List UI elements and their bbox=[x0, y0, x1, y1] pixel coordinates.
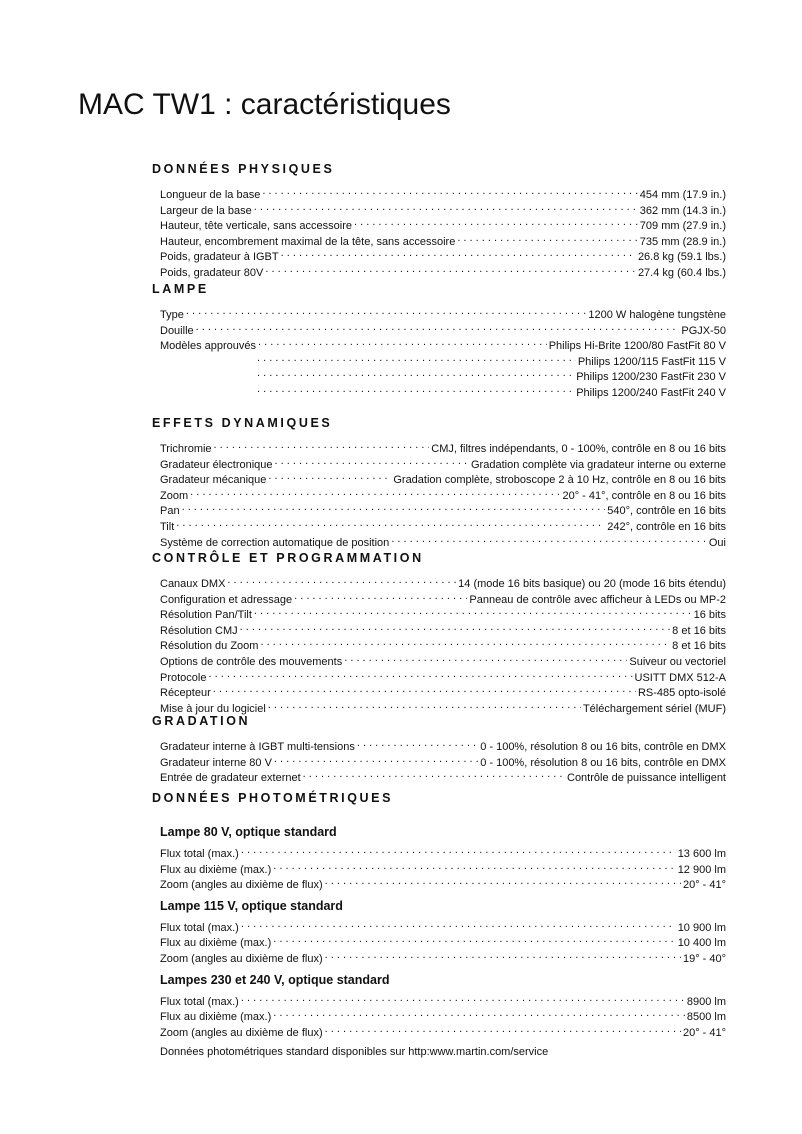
spec-value: Gradation complète, stroboscope 2 à 10 Hz, contrôle en 8 ou 16 bits bbox=[393, 474, 726, 487]
spec-row bbox=[160, 590, 726, 606]
spec-value: 27.4 kg (60.4 lbs.) bbox=[637, 266, 726, 279]
section-heading: EFFETS DYNAMIQUES bbox=[152, 416, 333, 430]
spec-value: 12 900 lm bbox=[677, 863, 726, 876]
spec-row bbox=[160, 768, 726, 784]
dot-leader bbox=[241, 844, 676, 857]
spec-label: Zoom (angles au dixième de flux) bbox=[160, 952, 323, 965]
spec-row bbox=[160, 352, 726, 368]
spec-row bbox=[160, 216, 726, 232]
spec-value: CMJ, filtres indépendants, 0 - 100%, contrôle en 8 ou 16 bits bbox=[431, 443, 726, 455]
spec-value: PGJX-50 bbox=[681, 324, 726, 337]
spec-row bbox=[160, 844, 726, 860]
spec-label: Flux au dixième (max.) bbox=[160, 1011, 272, 1024]
spec-row bbox=[160, 185, 726, 201]
spec-label: Flux total (max.) bbox=[160, 921, 239, 934]
spec-value: 16 bits bbox=[693, 609, 726, 622]
spec-label: Pan bbox=[160, 505, 180, 518]
photometric-subheading: Lampe 115 V, optique standard bbox=[160, 898, 343, 913]
spec-row bbox=[160, 683, 726, 699]
spec-label: Gradateur interne 80 V bbox=[160, 756, 272, 769]
spec-value: 8 et 16 bits bbox=[672, 624, 726, 637]
dot-leader bbox=[354, 216, 638, 229]
spec-label: Options de contrôle des mouvements bbox=[160, 655, 343, 668]
spec-row bbox=[160, 455, 726, 471]
spec-label: Poids, gradateur 80V bbox=[160, 266, 264, 279]
spec-row bbox=[160, 652, 726, 668]
spec-row bbox=[160, 1007, 726, 1023]
spec-row bbox=[160, 737, 726, 753]
spec-label: Largeur de la base bbox=[160, 204, 252, 217]
spec-value: USITT DMX 512-A bbox=[634, 671, 726, 684]
spec-value: 1200 W halogène tungstène bbox=[588, 309, 726, 321]
spec-label: Système de correction automatique de position bbox=[160, 536, 390, 549]
spec-label: Hauteur, encombrement maximal de la tête, sans accessoire bbox=[160, 235, 456, 248]
photometric-subheading: Lampe 80 V, optique standard bbox=[160, 825, 337, 839]
spec-row bbox=[160, 1023, 726, 1039]
spec-row bbox=[160, 470, 726, 486]
spec-row bbox=[160, 305, 726, 321]
dot-leader bbox=[260, 636, 670, 649]
spec-value: 8900 lm bbox=[686, 995, 726, 1008]
spec-row bbox=[160, 336, 726, 352]
spec-label: Hauteur, tête verticale, sans accessoire bbox=[160, 220, 352, 233]
spec-value: 26.8 kg (59.1 lbs.) bbox=[637, 251, 726, 264]
spec-value: Téléchargement sériel (MUF) bbox=[582, 702, 726, 715]
spec-row bbox=[160, 533, 726, 549]
spec-value: Philips Hi-Brite 1200/80 FastFit 80 V bbox=[548, 340, 726, 353]
spec-label: Flux au dixième (max.) bbox=[160, 863, 272, 876]
spec-label: Résolution Pan/Tilt bbox=[160, 609, 252, 622]
spec-value: 0 - 100%, résolution 8 ou 16 bits, contrôle en DMX bbox=[480, 756, 726, 769]
spec-row bbox=[160, 875, 726, 891]
section-heading: DONNÉES PHYSIQUES bbox=[152, 162, 335, 176]
dot-leader bbox=[325, 1023, 681, 1036]
spec-row bbox=[160, 668, 726, 684]
dot-leader bbox=[268, 470, 391, 483]
spec-value: Philips 1200/230 FastFit 230 V bbox=[576, 371, 726, 384]
spec-row bbox=[160, 605, 726, 621]
spec-row bbox=[160, 753, 726, 769]
spec-label: Flux au dixième (max.) bbox=[160, 937, 272, 950]
spec-row bbox=[160, 574, 726, 590]
spec-label: Canaux DMX bbox=[160, 578, 226, 590]
spec-label: Poids, gradateur à IGBT bbox=[160, 251, 279, 264]
spec-label: Zoom bbox=[160, 489, 189, 502]
dot-leader bbox=[273, 1007, 685, 1020]
spec-row bbox=[160, 636, 726, 652]
spec-row bbox=[160, 501, 726, 517]
spec-value: 709 mm (27.9 in.) bbox=[639, 220, 726, 233]
spec-row bbox=[160, 860, 726, 876]
dot-leader bbox=[241, 918, 676, 931]
dot-leader bbox=[214, 439, 430, 452]
spec-value: RS-485 opto-isolé bbox=[637, 687, 726, 700]
dot-leader bbox=[268, 699, 581, 712]
spec-row bbox=[160, 321, 726, 337]
spec-row bbox=[160, 992, 726, 1008]
spec-value: 10 900 lm bbox=[677, 921, 726, 934]
spec-row bbox=[160, 517, 726, 533]
spec-label: Type bbox=[160, 309, 184, 321]
spec-row bbox=[160, 383, 726, 399]
spec-value: 13 600 lm bbox=[677, 848, 726, 860]
photometric-subheading: Lampes 230 et 240 V, optique standard bbox=[160, 972, 390, 987]
spec-value: Philips 1200/240 FastFit 240 V bbox=[576, 386, 726, 399]
spec-value: Oui bbox=[708, 536, 726, 549]
spec-value: Gradation complète via gradateur interne ou externe bbox=[471, 458, 726, 471]
spec-label: Gradateur interne à IGBT multi-tensions bbox=[160, 741, 355, 753]
spec-value: 20° - 41°, contrôle en 8 ou 16 bits bbox=[562, 489, 726, 502]
dot-leader bbox=[325, 875, 681, 888]
spec-row bbox=[160, 201, 726, 217]
spec-label: Entrée de gradateur externet bbox=[160, 772, 301, 785]
section-controle bbox=[152, 551, 726, 714]
spec-label: Mise à jour du logiciel bbox=[160, 702, 266, 715]
spec-label: Résolution du Zoom bbox=[160, 640, 259, 653]
spec-value: 540°, contrôle en 16 bits bbox=[607, 505, 726, 518]
spec-label: Protocole bbox=[160, 671, 207, 684]
spec-label: Tilt bbox=[160, 520, 175, 533]
dot-leader bbox=[254, 201, 638, 214]
spec-value: Suiveur ou vectoriel bbox=[629, 655, 726, 668]
dot-leader bbox=[196, 321, 680, 334]
spec-row bbox=[160, 699, 726, 715]
dot-leader bbox=[186, 305, 587, 318]
spec-label: Trichromie bbox=[160, 443, 212, 455]
spec-value: Philips 1200/115 FastFit 115 V bbox=[577, 355, 726, 368]
spec-label: Longueur de la base bbox=[160, 189, 261, 201]
dot-leader bbox=[257, 383, 574, 396]
spec-value: 242°, contrôle en 16 bits bbox=[607, 520, 726, 533]
section-heading: GRADATION bbox=[152, 714, 251, 728]
spec-value: 8 et 16 bits bbox=[672, 640, 726, 653]
dot-leader bbox=[281, 247, 636, 260]
dot-leader bbox=[325, 949, 681, 962]
section-effets bbox=[152, 416, 726, 548]
spec-value: Panneau de contrôle avec afficheur à LEDs ou MP-2 bbox=[469, 593, 726, 606]
dot-leader bbox=[273, 933, 675, 946]
dot-leader bbox=[257, 352, 576, 365]
spec-label: Douille bbox=[160, 324, 194, 337]
dot-leader bbox=[391, 533, 707, 546]
dot-leader bbox=[254, 605, 692, 618]
dot-leader bbox=[344, 652, 627, 665]
dot-leader bbox=[294, 590, 467, 603]
spec-label: Modèles approuvés bbox=[160, 340, 257, 353]
dot-leader bbox=[303, 768, 565, 781]
dot-leader bbox=[262, 185, 637, 198]
spec-label: Gradateur mécanique bbox=[160, 474, 267, 487]
spec-value: 20° - 41° bbox=[682, 879, 726, 892]
dot-leader bbox=[176, 517, 605, 530]
spec-row bbox=[160, 621, 726, 637]
dot-leader bbox=[182, 501, 606, 514]
section-heading: DONNÉES PHOTOMÉTRIQUES bbox=[152, 791, 394, 805]
spec-label: Flux total (max.) bbox=[160, 848, 239, 860]
spec-label: Zoom (angles au dixième de flux) bbox=[160, 1026, 323, 1039]
spec-row bbox=[160, 439, 726, 455]
spec-value: 735 mm (28.9 in.) bbox=[639, 235, 726, 248]
spec-value: 362 mm (14.3 in.) bbox=[639, 204, 726, 217]
dot-leader bbox=[457, 232, 637, 245]
dot-leader bbox=[258, 336, 547, 349]
spec-label: Gradateur électronique bbox=[160, 458, 273, 471]
spec-value: 20° - 41° bbox=[682, 1026, 726, 1039]
spec-row bbox=[160, 263, 726, 279]
section-gradation bbox=[152, 714, 726, 784]
spec-value: 10 400 lm bbox=[677, 937, 726, 950]
dot-leader bbox=[190, 486, 560, 499]
dot-leader bbox=[357, 737, 478, 750]
spec-row bbox=[160, 367, 726, 383]
spec-value: 8500 lm bbox=[686, 1011, 726, 1024]
spec-row bbox=[160, 232, 726, 248]
spec-value: 14 (mode 16 bits basique) ou 20 (mode 16 bits étendu) bbox=[458, 578, 726, 590]
page-title: MAC TW1 : caractéristiques bbox=[78, 88, 451, 121]
dot-leader bbox=[257, 367, 574, 380]
dot-leader bbox=[213, 683, 636, 696]
spec-row bbox=[160, 247, 726, 263]
spec-label: Flux total (max.) bbox=[160, 995, 239, 1008]
section-physiques bbox=[152, 162, 726, 279]
spec-row bbox=[160, 949, 726, 965]
section-photo bbox=[152, 791, 726, 1058]
dot-leader bbox=[273, 860, 675, 873]
section-lampe bbox=[152, 282, 726, 399]
spec-value: Contrôle de puissance intelligent bbox=[567, 772, 726, 785]
spec-label: Récepteur bbox=[160, 687, 211, 700]
spec-value: 454 mm (17.9 in.) bbox=[639, 189, 726, 201]
section-heading: LAMPE bbox=[152, 282, 209, 296]
spec-value: 0 - 100%, résolution 8 ou 16 bits, contrôle en DMX bbox=[480, 741, 726, 753]
spec-row bbox=[160, 486, 726, 502]
photometric-note: Données photométriques standard disponibles sur http:www.martin.com/service bbox=[160, 1046, 549, 1059]
dot-leader bbox=[274, 753, 478, 766]
dot-leader bbox=[240, 621, 671, 634]
spec-row bbox=[160, 933, 726, 949]
spec-label: Zoom (angles au dixième de flux) bbox=[160, 879, 323, 892]
spec-value: 19° - 40° bbox=[682, 952, 726, 965]
dot-leader bbox=[208, 668, 632, 681]
section-heading: CONTRÔLE ET PROGRAMMATION bbox=[152, 551, 424, 565]
spec-row bbox=[160, 918, 726, 934]
spec-label: Configuration et adressage bbox=[160, 593, 293, 606]
dot-leader bbox=[265, 263, 636, 276]
spec-label: Résolution CMJ bbox=[160, 624, 238, 637]
dot-leader bbox=[241, 992, 685, 1005]
dot-leader bbox=[227, 574, 456, 587]
dot-leader bbox=[275, 455, 469, 468]
